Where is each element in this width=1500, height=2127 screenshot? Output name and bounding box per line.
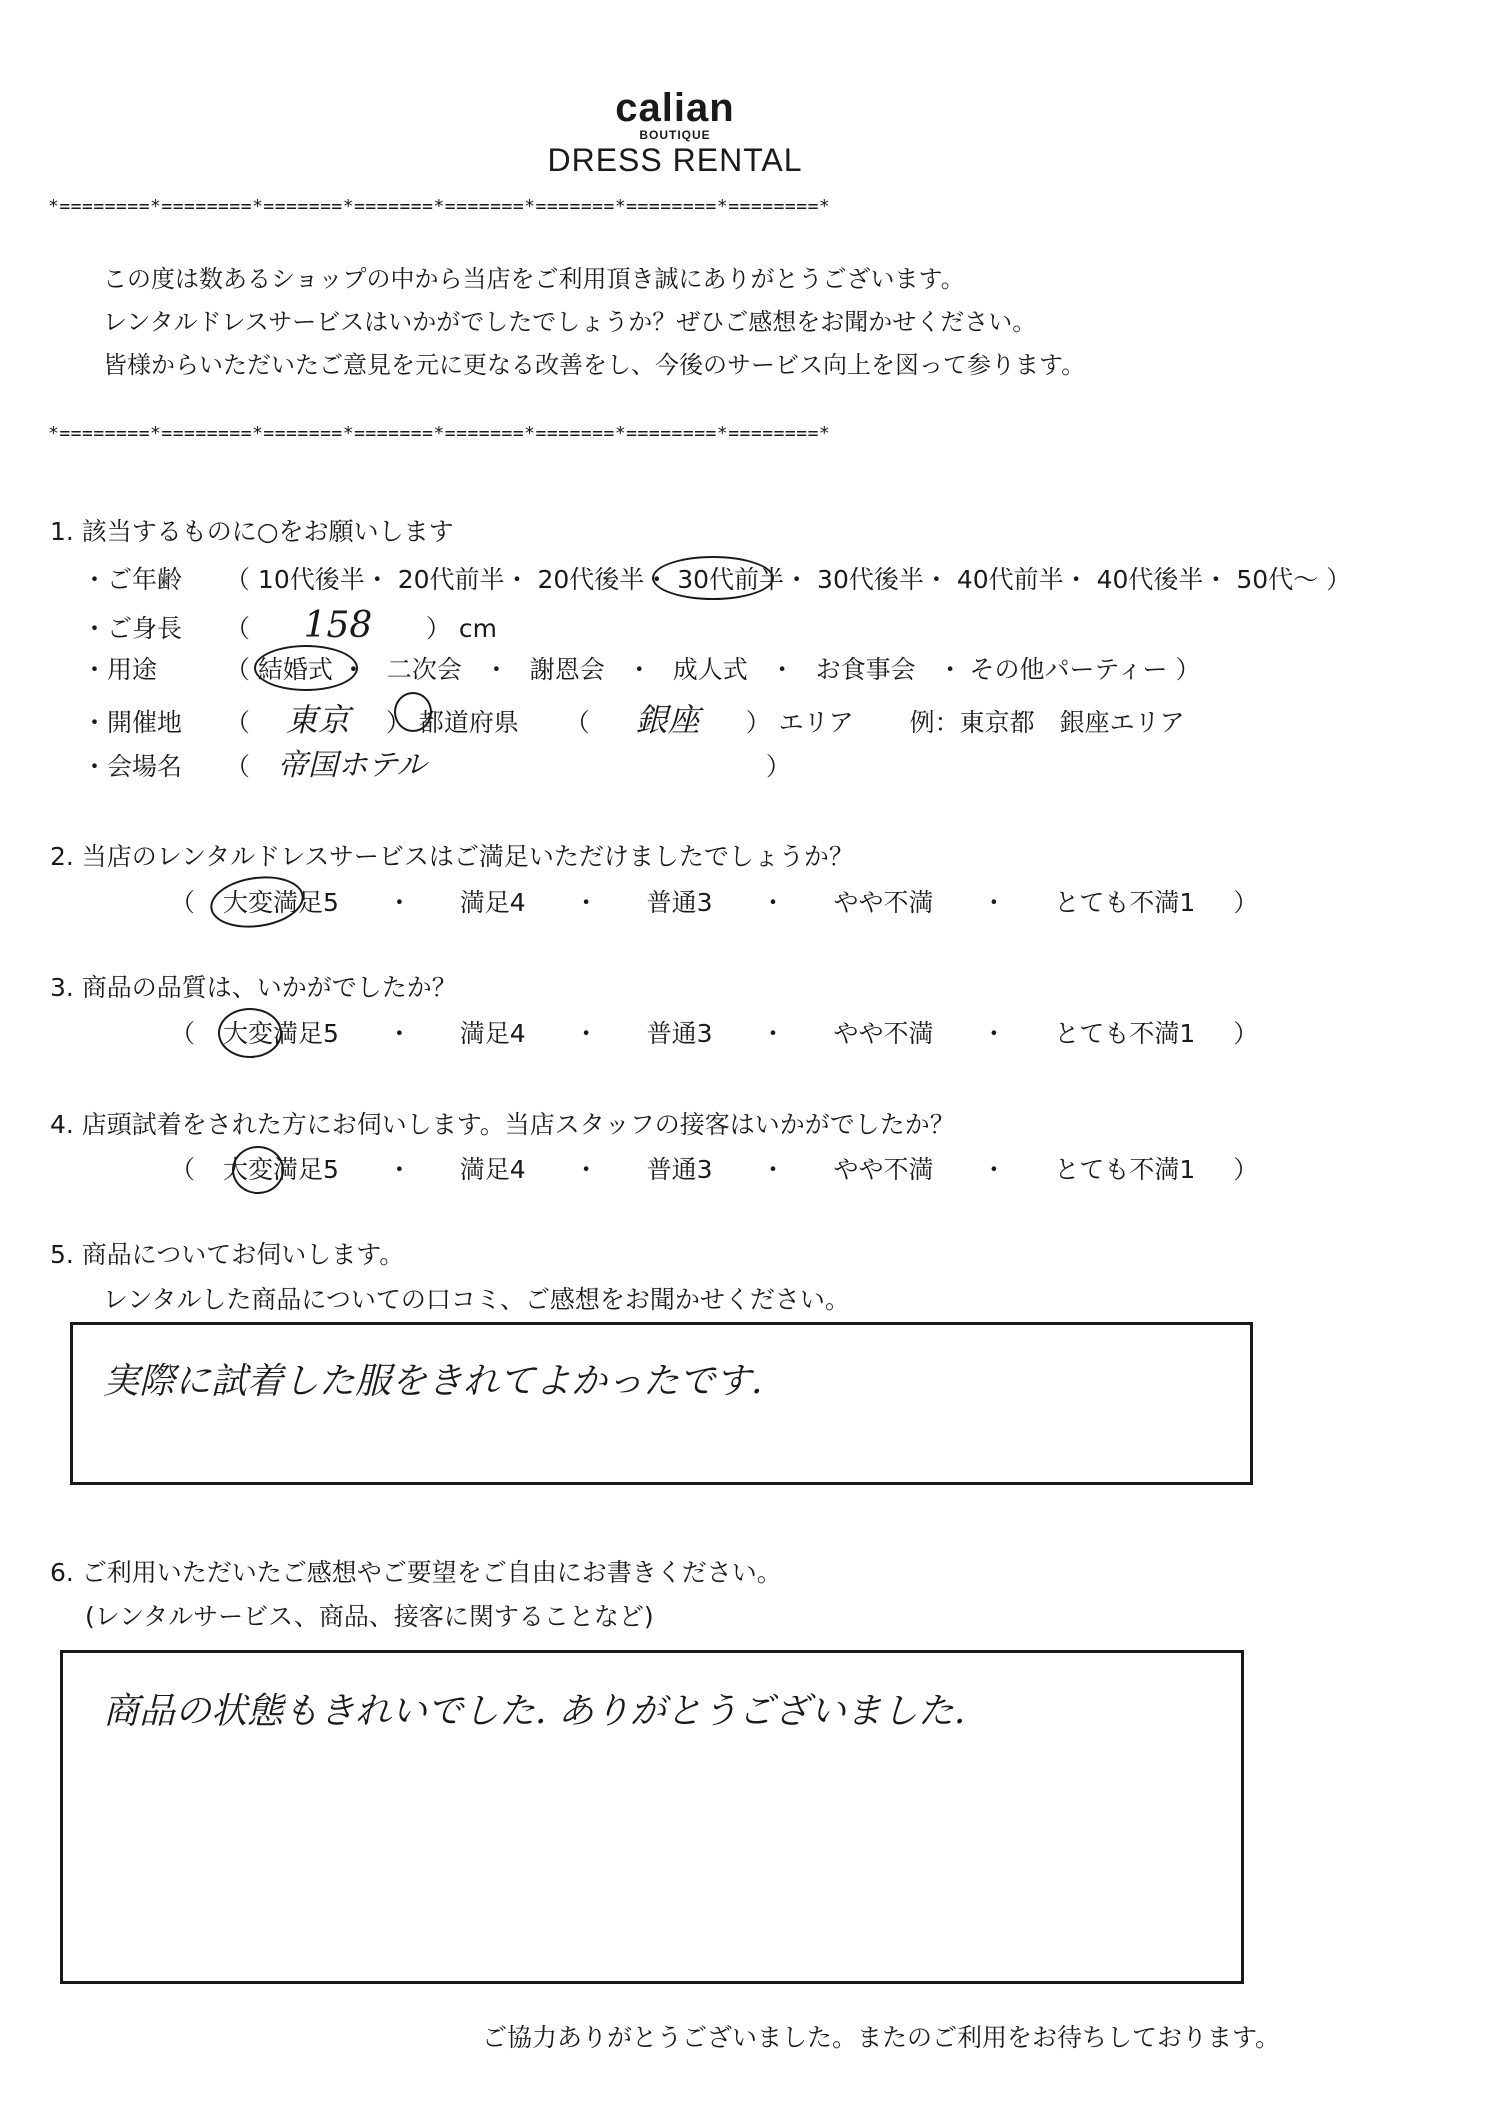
place-area-suffix: エリア <box>778 708 854 737</box>
rating-option: 普通3 <box>646 888 713 917</box>
rating-option: やや不満 <box>833 888 934 917</box>
use-option: 成人式 <box>672 655 748 684</box>
rating-option-selected: 大変満足5 <box>222 888 339 917</box>
q2-title: 2. 当店のレンタルドレスサービスはご満足いただけましたでしょうか？ <box>50 842 854 871</box>
height-unit: cm <box>458 614 497 643</box>
q6-answer: 商品の状態もきれいでした. ありがとうございました. <box>103 1691 966 1732</box>
q4-options: （ 大変満足5 ・ 満足4 ・ 普通3 ・ やや不満 ・ とても不満1 ） <box>170 1155 1259 1184</box>
age-label: ・ご年齢 <box>82 565 183 594</box>
use-option: 謝恩会 <box>529 655 605 684</box>
use-option-selected: 結婚式 <box>257 655 333 684</box>
place-pref-value: 東京 <box>285 701 350 739</box>
use-selection-circle <box>254 645 358 691</box>
use-option: 二次会 <box>386 655 462 684</box>
q6-subtitle: (レンタルサービス、商品、接客に関することなど) <box>85 1602 654 1631</box>
age-row: ・ご年齢 （ 10代後半・ 20代前半・ 20代後半・ 30代前半・ 30代後半・ 40代前半・ 40代後半・ 50代～ ） <box>82 560 1351 596</box>
rating-option: とても不満1 <box>1054 1155 1196 1184</box>
top-divider: *========*========*=======*=======*=======*=======*========*========* <box>48 196 831 217</box>
rating-option-selected: 大変満足5 <box>222 1155 339 1184</box>
age-selection-circle <box>652 556 774 600</box>
q5-subtitle: レンタルした商品についての口コミ、ご感想をお聞かせください。 <box>103 1285 850 1314</box>
age-option: 20代前半 <box>397 565 505 594</box>
rating-option: 普通3 <box>646 1155 713 1184</box>
q3-title: 3. 商品の品質は、いかがでしたか？ <box>50 973 457 1002</box>
rating-option-selected: 大変満足5 <box>222 1019 339 1048</box>
pref-selection-circle <box>394 692 432 732</box>
footer-message: ご協力ありがとうございました。またのご利用をお待ちしております。 <box>482 2023 1281 2052</box>
intro-line-2: レンタルドレスサービスはいかがでしたでしょうか？ぜひご感想をお聞かせください。 <box>103 308 1037 336</box>
q6-answer-box <box>60 1650 1244 1984</box>
service-title: DRESS RENTAL <box>547 142 803 178</box>
use-option: その他パーティー <box>969 655 1168 684</box>
brand-logo <box>0 88 1350 178</box>
age-option: 40代前半 <box>956 565 1064 594</box>
age-option: 40代後半 <box>1096 565 1204 594</box>
height-value: 158 <box>303 605 373 646</box>
brand-name: calian <box>615 86 735 130</box>
q2-options: （ 大変満足5 ・ 満足4 ・ 普通3 ・ やや不満 ・ とても不満1 ） <box>170 888 1259 917</box>
place-area-value: 銀座 <box>635 701 700 739</box>
rating-option: やや不満 <box>833 1155 934 1184</box>
use-label: ・用途 <box>82 655 158 684</box>
rating-option: とても不満1 <box>1054 888 1196 917</box>
age-option: 10代後半 <box>257 565 365 594</box>
venue-label: ・会場名 <box>82 752 183 781</box>
height-label: ・ご身長 <box>82 614 183 643</box>
age-option: 50代～ <box>1236 565 1319 594</box>
use-option: お食事会 <box>815 655 916 684</box>
venue-value: 帝国ホテル <box>277 748 427 783</box>
q5-title: 5. 商品についてお伺いします。 <box>50 1240 405 1269</box>
intro-line-1: この度は数あるショップの中から当店をご利用頂き誠にありがとうございます。 <box>103 265 965 293</box>
brand-sub: BOUTIQUE <box>639 128 711 142</box>
place-pref-suffix: 都道府県 <box>418 708 519 737</box>
q6-title: 6. ご利用いただいたご感想やご要望をご自由にお書きください。 <box>50 1558 782 1587</box>
venue-row: ・会場名 （ 帝国ホテル ） <box>82 740 791 784</box>
rating-option: やや不満 <box>833 1019 934 1048</box>
rating-option: 満足4 <box>459 1019 526 1048</box>
rating-option: 満足4 <box>459 1155 526 1184</box>
place-example: 例：東京都 銀座エリア <box>909 708 1185 737</box>
intro-line-3: 皆様からいただいたご意見を元に更なる改善をし、今後のサービス向上を図って参ります。 <box>103 351 1086 379</box>
q5-answer: 実際に試着した服をきれてよかったです. <box>103 1361 763 1402</box>
q2-selection-circle <box>207 871 307 934</box>
q4-selection-circle <box>232 1146 284 1194</box>
intro-text <box>103 258 1085 387</box>
age-option: 20代後半 <box>537 565 645 594</box>
q1-title: 1. 該当するものに○をお願いします <box>50 517 454 546</box>
use-row: ・用途 （ 結婚式 ・ 二次会 ・ 謝恩会 ・ 成人式 ・ お食事会 ・ その他パーティー ） <box>82 650 1201 686</box>
rating-option: 満足4 <box>459 888 526 917</box>
q3-options: （ 大変満足5 ・ 満足4 ・ 普通3 ・ やや不満 ・ とても不満1 ） <box>170 1019 1259 1048</box>
q4-title: 4. 店頭試着をされた方にお伺いします。当店スタッフの接客はいかがでしたか？ <box>50 1110 955 1139</box>
rating-option: 普通3 <box>646 1019 713 1048</box>
q5-answer-box <box>70 1322 1253 1485</box>
age-option: 30代後半 <box>817 565 924 594</box>
place-label: ・開催地 <box>82 708 183 737</box>
height-row: ・ご身長 （ 158 ） cm <box>82 605 497 646</box>
age-option-selected: 30代前半 <box>677 565 785 594</box>
q3-selection-circle <box>218 1008 282 1058</box>
rating-option: とても不満1 <box>1054 1019 1196 1048</box>
place-row: ・開催地 （ 東京 ） 都道府県 （ 銀座 ） エリア 例：東京都 銀座エリア <box>82 695 1185 741</box>
bottom-divider: *========*========*=======*=======*=======*=======*========*========* <box>48 423 831 444</box>
